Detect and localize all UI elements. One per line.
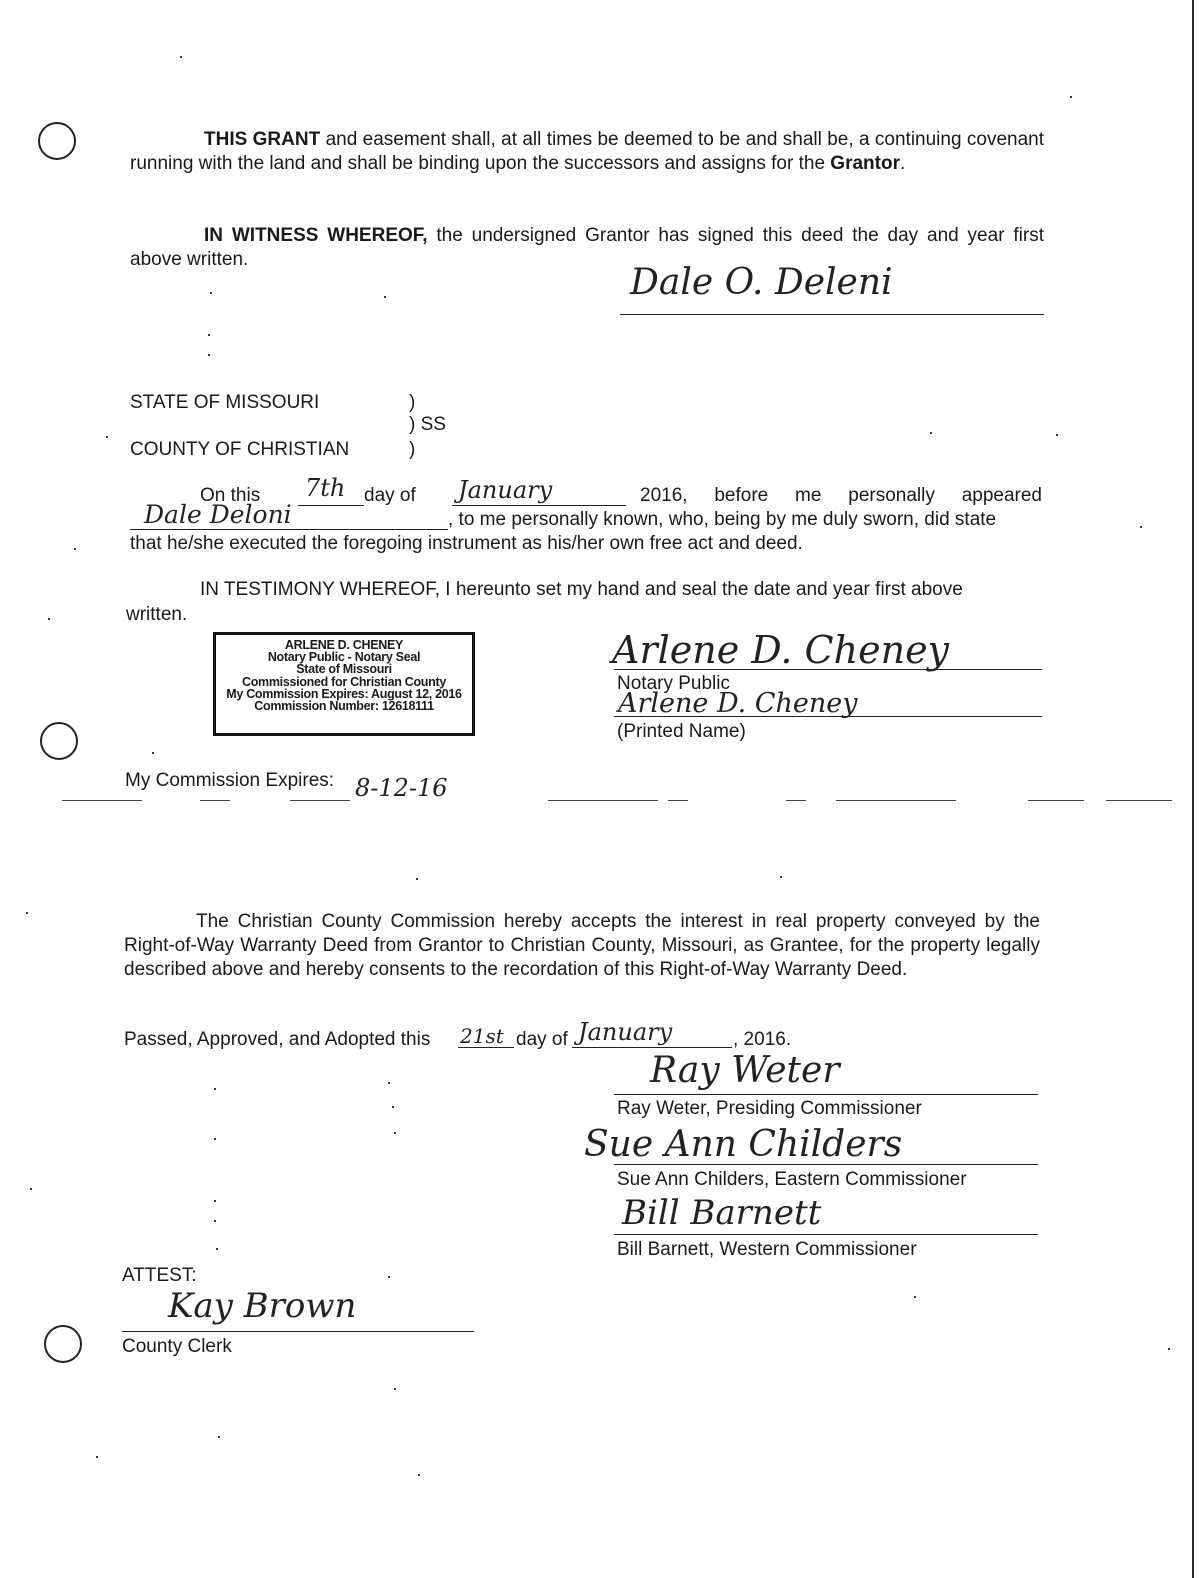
commissioner-signature: Bill Barnett	[622, 1193, 822, 1233]
grantor-word: Grantor	[830, 153, 900, 174]
commissioner-signature-line	[614, 1234, 1038, 1235]
notary-signature-line	[614, 669, 1042, 670]
scan-speck	[26, 912, 28, 914]
scan-speck	[214, 1088, 216, 1090]
grant-text: and easement shall, at all times be deemed to be and shall be, a continuing covenant running with the land and shall be binding upon the successors and assigns for the	[130, 129, 1044, 174]
ack-year-text: 2016, before me personally appeared	[640, 485, 1042, 506]
ack-month-value: January	[458, 476, 553, 504]
scan-dash	[786, 800, 806, 801]
notary-printed-name: Arlene D. Cheney	[618, 688, 858, 719]
scan-speck	[394, 1388, 396, 1390]
clerk-signature-line	[122, 1331, 474, 1332]
scan-speck	[780, 876, 782, 878]
scan-speck	[418, 1474, 420, 1476]
scan-speck	[106, 436, 108, 438]
acceptance-paragraph: The Christian County Commission hereby accepts the interest in real property conveyed by the Right-of-Way Warranty Deed from Grantor to Christian County, Missouri, as Grantee, for the property legally described above and hereby consents to the recordation of this Right-of-Way Warranty Deed.	[124, 911, 1040, 980]
commissioner-signature: Ray Weter	[650, 1050, 840, 1091]
scan-dash	[836, 800, 956, 801]
page-edge	[1192, 0, 1194, 1578]
state-label: STATE OF MISSOURI	[130, 392, 320, 413]
stamp-line: Commissioned for Christian County	[241, 674, 446, 689]
attest-label: ATTEST:	[122, 1265, 197, 1286]
witness-lead: IN WITNESS WHEREOF,	[204, 225, 428, 246]
stamp-line: My Commission Expires: August 12, 2016	[226, 686, 462, 701]
ack-name-line	[130, 529, 448, 530]
scan-speck	[214, 1138, 216, 1140]
scan-speck	[208, 354, 210, 356]
commissioner-signature: Sue Ann Childers	[584, 1124, 903, 1165]
adopted-day-of: day of	[516, 1029, 568, 1050]
ack-day-value: 7th	[305, 474, 346, 502]
witness-paragraph	[130, 224, 1044, 272]
county-label: COUNTY OF CHRISTIAN	[130, 439, 350, 460]
scan-speck	[1168, 1348, 1170, 1350]
commissioner-caption: Sue Ann Childers, Eastern Commissioner	[617, 1169, 967, 1190]
scan-speck	[48, 618, 50, 620]
clerk-caption: County Clerk	[122, 1336, 232, 1357]
scan-speck	[388, 1082, 390, 1084]
stamp-line: State of Missouri	[296, 662, 392, 677]
scan-dash	[1028, 800, 1084, 801]
commission-expires-label: My Commission Expires:	[125, 770, 335, 791]
county-paren: )	[409, 439, 416, 460]
scan-speck	[152, 752, 154, 754]
scan-speck	[74, 548, 76, 550]
scan-dash	[1106, 800, 1172, 801]
scan-speck	[208, 334, 210, 336]
state-paren: )	[409, 392, 416, 413]
ss-label: ) SS	[409, 414, 446, 435]
ack-on-this: On this	[200, 485, 261, 506]
commissioner-signature-line	[614, 1094, 1038, 1095]
ack-day-of: day of	[364, 485, 416, 506]
commissioner-signature-line	[614, 1164, 1038, 1165]
ack-day-line	[298, 505, 364, 506]
scan-speck	[416, 878, 418, 880]
scan-dash	[668, 800, 688, 801]
scan-speck	[930, 432, 932, 434]
scan-speck	[218, 1436, 220, 1438]
ack-line3: that he/she executed the foregoing instrument as his/her own free act and deed.	[130, 533, 803, 554]
adopted-text: Passed, Approved, and Adopted this	[124, 1029, 431, 1050]
testimony-text: IN TESTIMONY WHEREOF, I hereunto set my hand and seal the date and year first above	[200, 579, 963, 600]
scan-speck	[914, 1296, 916, 1298]
grant-paragraph	[130, 128, 1044, 176]
scan-speck	[1140, 526, 1142, 528]
scan-speck	[30, 1188, 32, 1190]
grant-lead: THIS GRANT	[204, 129, 321, 150]
scan-speck	[96, 1456, 98, 1458]
scan-speck	[1056, 434, 1058, 436]
clerk-signature: Kay Brown	[168, 1286, 357, 1326]
scan-speck	[384, 296, 386, 298]
printed-name-label: (Printed Name)	[617, 721, 746, 742]
stamp-line: Commission Number: 12618111	[254, 699, 434, 714]
adopted-day-value: 21st	[460, 1024, 504, 1048]
scan-dash	[548, 800, 658, 801]
scan-speck	[214, 1220, 216, 1222]
scan-speck	[180, 56, 182, 58]
scan-speck	[216, 1248, 218, 1250]
scan-speck	[214, 1200, 216, 1202]
notary-printed-line	[614, 716, 1042, 717]
grantor-signature-line	[620, 314, 1044, 315]
commissioner-caption: Bill Barnett, Western Commissioner	[617, 1239, 917, 1260]
grant-end: .	[899, 153, 906, 174]
testimony-written: written.	[126, 604, 188, 625]
ack-month-line	[452, 505, 626, 506]
scan-speck	[388, 1276, 390, 1278]
punch-hole	[44, 1325, 82, 1363]
scan-speck	[1070, 96, 1072, 98]
punch-hole	[38, 122, 76, 160]
adopted-year: , 2016.	[733, 1029, 792, 1050]
adopted-month-value: January	[578, 1018, 673, 1046]
stamp-name: ARLENE D. CHENEY	[284, 638, 404, 652]
stamp-line: Notary Public - Notary Seal	[267, 650, 421, 665]
scan-dash	[290, 800, 350, 801]
grantor-signature: Dale O. Deleni	[630, 262, 893, 303]
notary-signature: Arlene D. Cheney	[612, 628, 950, 672]
witness-text: the undersigned Grantor has signed this deed the day and year first above written.	[130, 225, 1044, 270]
commissioner-caption: Ray Weter, Presiding Commissioner	[617, 1098, 922, 1119]
notary-seal-stamp	[213, 632, 475, 736]
scan-speck	[392, 1106, 394, 1108]
scan-dash	[62, 800, 142, 801]
ack-line2: , to me personally known, who, being by me duly sworn, did state	[448, 509, 997, 530]
scan-speck	[210, 292, 212, 294]
punch-hole	[40, 722, 78, 760]
commission-expires-value: 8-12-16	[355, 774, 448, 802]
notary-public-label: Notary Public	[617, 673, 730, 694]
scan-dash	[200, 800, 230, 801]
adopted-month-line	[572, 1047, 732, 1048]
ack-name-value: Dale Deloni	[144, 500, 292, 529]
scan-speck	[394, 1132, 396, 1134]
